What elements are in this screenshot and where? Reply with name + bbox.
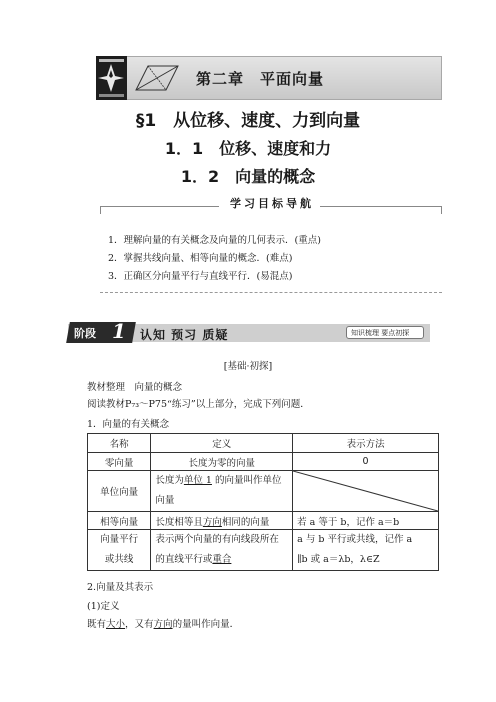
objective-item: 1．理解向量的有关概念及向量的几何表示．(重点) (108, 235, 321, 246)
def-text: ，又有 (125, 619, 154, 630)
def-underlined: 单位 1 (183, 475, 212, 486)
material-heading: 教材整理 向量的概念 (87, 382, 183, 393)
name-line: 向量平行 (100, 534, 139, 545)
header-representation: 表示方法 (293, 434, 439, 453)
header-name: 名称 (88, 434, 151, 453)
rep-line: a 与 b 平行或共线，记作 a (297, 534, 413, 545)
basic-label: [基础·初探] (223, 361, 273, 372)
objective-item: 2．掌握共线向量、相等向量的概念．(难点) (108, 253, 293, 264)
cell-name: 零向量 (88, 453, 151, 471)
section-title: §1 从位移、速度、力到向量 (135, 111, 361, 131)
item-2-heading: 2.向量及其表示 (87, 582, 154, 593)
cell-representation: 若 a 等于 b，记作 a＝b (293, 512, 439, 530)
reading-instruction: 阅读教材P₇₃～P75“练习”以上部分，完成下列问题． (87, 399, 310, 410)
chapter-title: 第二章 平面向量 (196, 70, 325, 88)
def-underlined: 大小 (106, 619, 126, 630)
cell-definition (151, 471, 293, 512)
cell-name (88, 530, 151, 571)
stage-prefix: 阶段 (74, 327, 96, 340)
objectives-rule-tick (441, 206, 442, 214)
objectives-bottom-rule (100, 292, 442, 294)
parallelogram-figure-icon (128, 58, 184, 98)
stage-title: 认知 预习 质疑 (140, 328, 229, 342)
header-definition: 定义 (151, 434, 293, 453)
def-underlined: 重合 (212, 554, 232, 565)
vector-definition (87, 616, 239, 630)
def-underlined: 方向 (202, 516, 222, 528)
def-underlined: 方向 (153, 619, 173, 630)
cell-representation-empty (293, 471, 439, 512)
name-line: 或共线 (104, 554, 134, 565)
item-2-subheading: (1)定义 (87, 601, 120, 612)
item-1-heading: 1．向量的有关概念 (87, 419, 170, 430)
def-text: 长度为 (155, 475, 184, 486)
table-header-row (88, 434, 439, 453)
objective-item: 3．正确区分向量平行与直线平行．(易混点) (108, 271, 293, 282)
table-row (88, 512, 439, 530)
cell-name: 单位向量 (88, 471, 151, 512)
vector-concepts-table (87, 433, 439, 571)
def-text: 既有 (87, 619, 107, 630)
def-text: 的向量叫作单位向量 (155, 475, 282, 506)
def-text: 相同的向量 (221, 516, 270, 528)
table-row (88, 453, 439, 471)
stage-number: 1 (112, 319, 126, 343)
table-row (88, 471, 439, 512)
cell-definition (151, 530, 293, 571)
stage-hint: 知识梳理 要点初探 (351, 329, 410, 337)
cell-representation: 0 (293, 453, 439, 471)
def-text: 的量叫作向量． (172, 619, 240, 630)
cell-representation (293, 530, 439, 571)
cell-definition: 长度为零的向量 (151, 453, 293, 471)
book-logo (96, 56, 127, 100)
def-text: 表示两个向量的有向线段所在的直线平行或 (155, 534, 279, 565)
table-row (88, 530, 439, 571)
objectives-rule-tick (100, 206, 101, 214)
diagonal-slash (293, 471, 438, 511)
objectives-heading: 学习目标导航 (224, 195, 320, 211)
def-text: 长度相等且 (155, 516, 203, 528)
cell-name: 相等向量 (88, 512, 151, 530)
subsection-title-1: 1．1 位移、速度和力 (164, 139, 332, 158)
subsection-title-2: 1．2 向量的概念 (180, 167, 316, 186)
rep-line: ∥b 或 a＝λb，λ∈Z (297, 554, 380, 565)
cell-definition (151, 512, 293, 530)
